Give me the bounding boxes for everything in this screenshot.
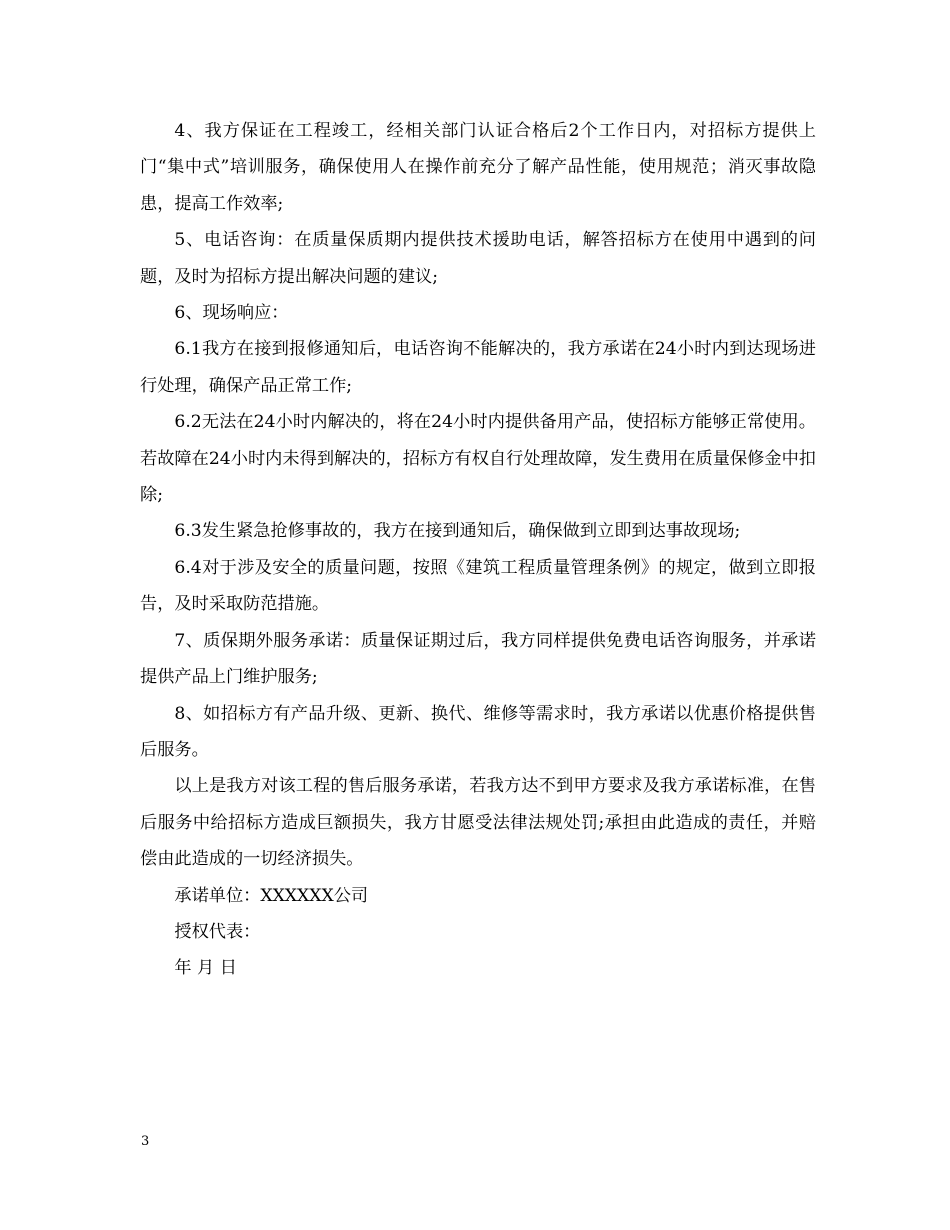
- paragraph-6-1: 6.1我方在接到报修通知后，电话咨询不能解决的，我方承诺在24小时内到达现场进行处理，确保产品正常工作;: [140, 339, 816, 396]
- paragraph-upgrades: 8、如招标方有产品升级、更新、换代、维修等需求时，我方承诺以优惠价格提供售后服务。: [140, 703, 816, 760]
- paragraph-6-4: 6.4对于涉及安全的质量问题，按照《建筑工程质量管理条例》的规定，做到立即报告，及时采取防范措施。: [140, 557, 816, 615]
- signature-date: 年 月 日: [174, 958, 237, 979]
- document-body: [140, 113, 816, 987]
- paragraph-6-3: 6.3发生紧急抢修事故的，我方在接到通知后，确保做到立即到达事故现场;: [174, 521, 741, 542]
- paragraph-summary: 以上是我方对该工程的售后服务承诺，若我方达不到甲方要求及我方承诺标准，在售后服务中给招标方造成巨额损失，我方甘愿受法律法规处罚;承担由此造成的责任，并赔偿由此造成的一切经济损失。: [140, 776, 816, 870]
- paragraph-warranty-expiry: 7、质保期外服务承诺：质量保证期过后，我方同样提供免费电话咨询服务，并承诺提供产品上门维护服务;: [140, 630, 816, 688]
- paragraph-phone-consultation: 5、电话咨询：在质量保质期内提供技术援助电话，解答招标方在使用中遇到的问题，及时为招标方提出解决问题的建议;: [140, 230, 816, 287]
- paragraph-training-service: 4、我方保证在工程竣工，经相关部门认证合格后2个工作日内，对招标方提供上门“集中式”培训服务，确保使用人在操作前充分了解产品性能，使用规范；消灭事故隐患，提高工作效率;: [140, 121, 816, 214]
- signature-company: 承诺单位：XXXXXX公司: [174, 885, 369, 906]
- page-number: 3: [141, 1134, 150, 1149]
- paragraph-6-2: 6.2无法在24小时内解决的，将在24小时内提供备用产品，使招标方能够正常使用。若故障在24小时内未得到解决的，招标方有权自行处理故障，发生费用在质量保修金中扣除;: [140, 412, 816, 506]
- signature-representative: 授权代表：: [174, 921, 261, 942]
- paragraph-onsite-response: 6、现场响应：: [174, 303, 289, 324]
